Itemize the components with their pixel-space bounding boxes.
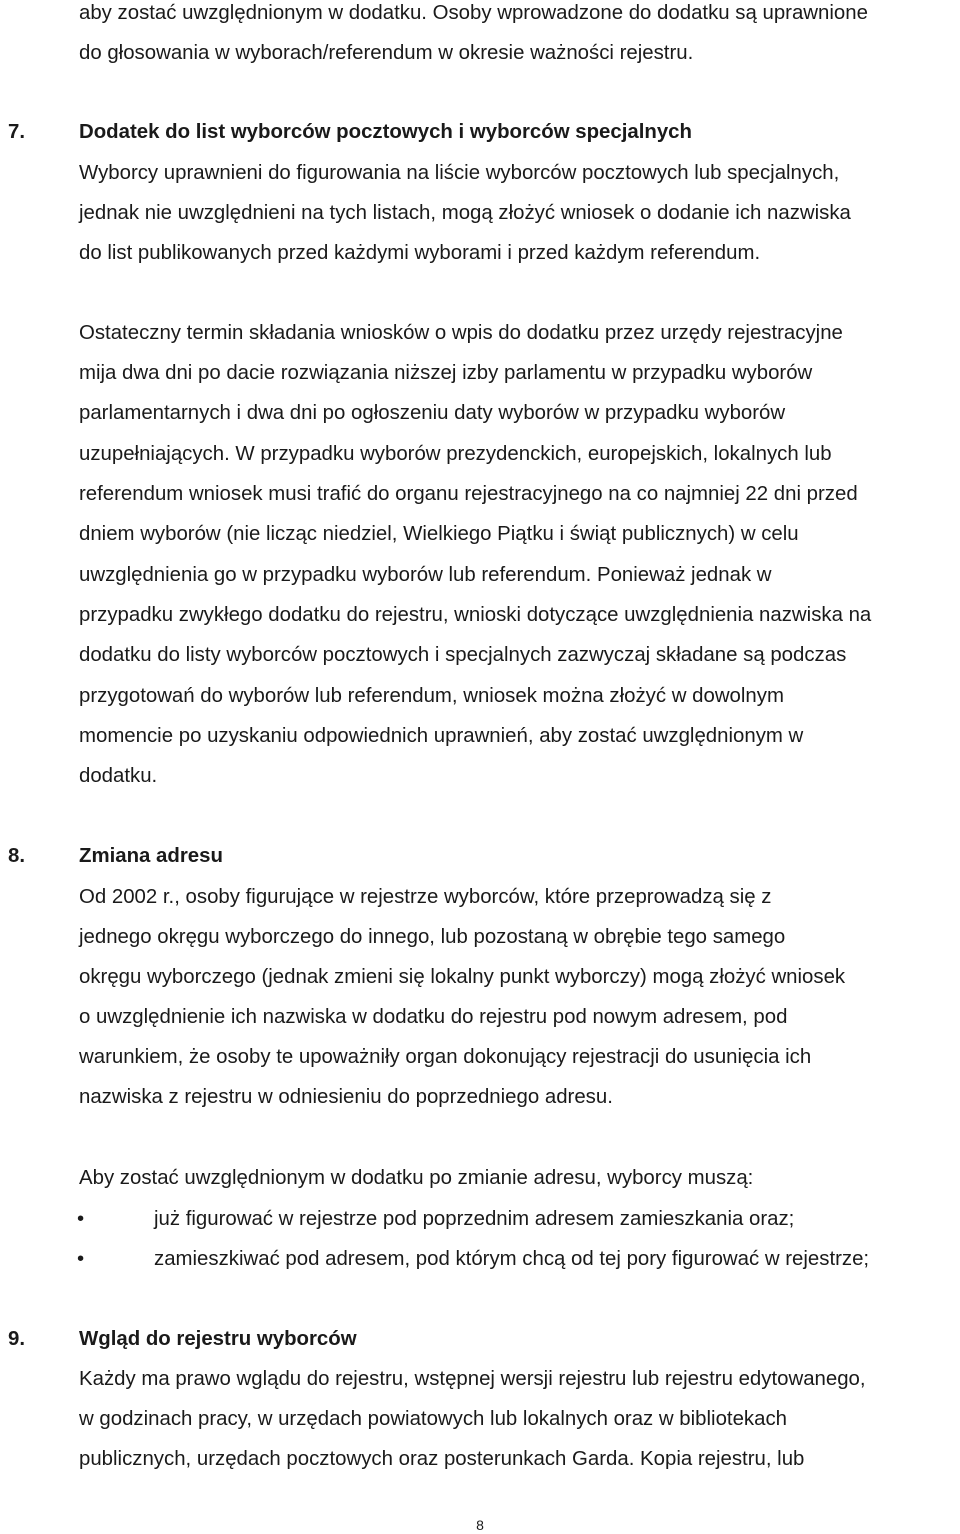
bullet-item: zamieszkiwać pod adresem, pod którym chcą od tej pory figurować w rejestrze; — [154, 1248, 870, 1270]
section-7-heading: Dodatek do list wyborców pocztowych i wyborców specjalnych — [79, 121, 692, 143]
section-7-para2-line: momencie po uzyskaniu odpowiednich uprawnień, aby zostać uwzględnionym w — [79, 725, 804, 747]
section-7-para1-line: do list publikowanych przed każdymi wyborami i przed każdym referendum. — [79, 242, 761, 264]
section-7-para2-line: dodatku. — [79, 765, 158, 787]
section-7-para2-line: dodatku do listy wyborców pocztowych i specjalnych zazwyczaj składane są podczas — [79, 644, 847, 666]
section-7-para2-line: przygotowań do wyborów lub referendum, wniosek można złożyć w dowolnym — [79, 685, 784, 707]
section-8-heading: Zmiana adresu — [79, 845, 223, 867]
section-7-para2-line: mija dwa dni po dacie rozwiązania niższej izby parlamentu w przypadku wyborów — [79, 362, 813, 384]
section-7-para2-line: parlamentarnych i dwa dni po ogłoszeniu daty wyborów w przypadku wyborów — [79, 402, 786, 424]
section-7-para2-line: przypadku zwykłego dodatku do rejestru, wnioski dotyczące uwzględnienia nazwiska na — [79, 604, 872, 626]
section-8-para2: Aby zostać uwzględnionym w dodatku po zmianie adresu, wyborcy muszą: — [79, 1167, 754, 1189]
section-7-para2-line: uzupełniających. W przypadku wyborów prezydenckich, europejskich, lokalnych lub — [79, 443, 832, 465]
section-9-para1-line: w godzinach pracy, w urzędach powiatowych lub lokalnych oraz w bibliotekach — [79, 1408, 787, 1430]
section-9-para1-line: publicznych, urzędach pocztowych oraz posterunkach Garda. Kopia rejestru, lub — [79, 1448, 805, 1470]
section-9-para1-line: Każdy ma prawo wglądu do rejestru, wstępnej wersji rejestru lub rejestru edytowanego, — [79, 1368, 866, 1390]
section-8-para1-line: o uwzględnienie ich nazwiska w dodatku do rejestru pod nowym adresem, pod — [79, 1006, 788, 1028]
section-9-heading: Wgląd do rejestru wyborców — [79, 1328, 357, 1350]
bullet-icon: • — [77, 1208, 85, 1230]
section-8-para1-line: warunkiem, że osoby te upoważniły organ dokonujący rejestracji do usunięcia ich — [79, 1046, 812, 1068]
section-7-number: 7. — [8, 121, 26, 143]
intro-line: do głosowania w wyborach/referendum w okresie ważności rejestru. — [79, 42, 694, 64]
section-8-para1-line: jednego okręgu wyborczego do innego, lub pozostaną w obrębie tego samego — [79, 926, 786, 948]
section-7-para2-line: dniem wyborów (nie licząc niedziel, Wielkiego Piątku i świąt publicznych) w celu — [79, 523, 799, 545]
section-8-para1-line: Od 2002 r., osoby figurujące w rejestrze wyborców, które przeprowadzą się z — [79, 886, 772, 908]
section-8-para1-line: okręgu wyborczego (jednak zmieni się lokalny punkt wyborczy) mogą złożyć wniosek — [79, 966, 846, 988]
section-7-para2-line: referendum wniosek musi trafić do organu rejestracyjnego na co najmniej 22 dni przed — [79, 483, 858, 505]
section-8-para1-line: nazwiska z rejestru w odniesieniu do poprzedniego adresu. — [79, 1086, 613, 1108]
section-9-number: 9. — [8, 1328, 26, 1350]
page-number: 8 — [476, 1517, 484, 1533]
bullet-item: już figurować w rejestrze pod poprzednim adresem zamieszkania oraz; — [154, 1208, 795, 1230]
section-7-para1-line: Wyborcy uprawnieni do figurowania na liście wyborców pocztowych lub specjalnych, — [79, 162, 840, 184]
section-7-para1-line: jednak nie uwzględnieni na tych listach, mogą złożyć wniosek o dodanie ich nazwiska — [79, 202, 851, 224]
section-7-para2-line: Ostateczny termin składania wniosków o wpis do dodatku przez urzędy rejestracyjne — [79, 322, 843, 344]
section-7-para2-line: uwzględnienia go w przypadku wyborów lub referendum. Ponieważ jednak w — [79, 564, 772, 586]
bullet-icon: • — [77, 1248, 85, 1270]
intro-line: aby zostać uwzględnionym w dodatku. Osoby wprowadzone do dodatku są uprawnione — [79, 2, 868, 24]
section-8-number: 8. — [8, 845, 26, 867]
